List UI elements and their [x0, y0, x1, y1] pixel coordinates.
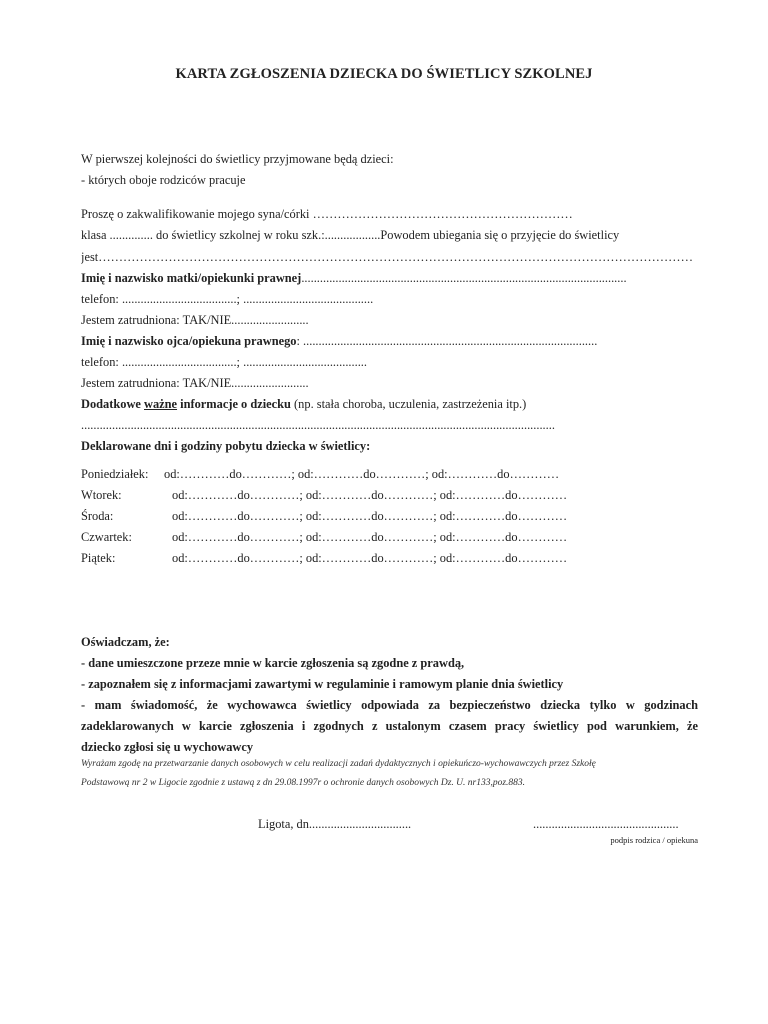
- declaration-item-3-line-2: zadeklarowanych w karcie zgłoszenia i zgodnych z ustalonym czasem pracy świetlicy pod warunkiem, że: [81, 719, 698, 733]
- request-line: Proszę o zakwalifikowanie mojego syna/córki ………………………………………………………: [81, 207, 573, 221]
- data-consent-line-2: Podstawową nr 2 w Ligocie zgodnie z ustawą z dn 29.08.1997r o ochronie danych osobowych Dz. U. nr133,poz.883.: [81, 778, 526, 788]
- time-slots: od:…………do…………; od:…………do…………; od:…………do…………: [172, 488, 568, 502]
- mother-name-field: [81, 270, 698, 286]
- class-line: klasa .............. do świetlicy szkolnej w roku szk.:..................Powodem ubiegania się o przyjęcie do świetlicy: [81, 228, 620, 242]
- extra-info-note: (np. stała choroba, uczulenia, zastrzeżenia itp.): [290, 397, 527, 411]
- phone-field-2: telefon: .....................................; ........................................: [81, 355, 368, 369]
- time-slots: od:…………do…………; od:…………do…………; od:…………do…………: [172, 509, 568, 523]
- extra-info-field: [81, 396, 698, 412]
- place-date-field: Ligota, dn.................................: [258, 817, 412, 831]
- declaration-item-2: - zapoznałem się z informacjami zawartymi w regulaminie i ramowym planie dnia świetlicy: [81, 677, 564, 691]
- document-title: KARTA ZGŁOSZENIA DZIECKA DO ŚWIETLICY SZKOLNEJ: [175, 66, 593, 82]
- mother-name-label: Imię i nazwisko matki/opiekunki prawnej: [81, 271, 302, 285]
- extra-info-dots: .........................................................................................................................................................: [81, 418, 555, 432]
- time-slots: od:…………do…………; od:…………do…………; od:…………do…………: [172, 530, 568, 544]
- data-consent-line-1: Wyrażam zgodę na przetwarzanie danych osobowych w celu realizacji zadań dydaktycznych i opiekuńczo-wychowawczych przez Szkołę: [81, 759, 596, 769]
- intro-line-1: W pierwszej kolejności do świetlicy przyjmowane będą dzieci:: [81, 152, 394, 166]
- father-name-field: [81, 333, 698, 349]
- employment-field-1: Jestem zatrudniona: TAK/NIE.........................: [81, 313, 309, 327]
- day-label: Piątek:: [81, 551, 116, 565]
- mother-name-dots: .........................................................................................................: [301, 271, 627, 285]
- days-heading: Deklarowane dni i godziny pobytu dziecka w świetlicy:: [81, 439, 371, 453]
- reason-line: jest………………………………………………………………………………………………………………………………: [81, 250, 693, 264]
- time-slots: od:…………do…………; od:…………do…………; od:…………do…………: [164, 467, 560, 481]
- employment-field-2: Jestem zatrudniona: TAK/NIE.........................: [81, 376, 309, 390]
- day-label: Wtorek:: [81, 488, 122, 502]
- father-name-dots: : ...............................................................................................: [296, 334, 598, 348]
- intro-line-2: - których oboje rodziców pracuje: [81, 173, 246, 187]
- time-slots: od:…………do…………; od:…………do…………; od:…………do…………: [172, 551, 568, 565]
- father-name-label: Imię i nazwisko ojca/opiekuna prawnego: [81, 334, 297, 348]
- day-label: Środa:: [81, 509, 114, 523]
- declaration-heading: Oświadczam, że:: [81, 635, 170, 649]
- day-label: Poniedziałek:: [81, 467, 149, 481]
- declaration-item-3-line-3: dziecko zgłosi się u wychowawcy: [81, 740, 254, 754]
- extra-info-label: Dodatkowe ważne informacje o dziecku: [81, 397, 291, 411]
- day-label: Czwartek:: [81, 530, 132, 544]
- declaration-item-3-line-1: - mam świadomość, że wychowawca świetlicy odpowiada za bezpieczeństwo dziecka tylko w godzinach: [81, 698, 698, 712]
- declaration-item-1: - dane umieszczone przeze mnie w karcie zgłoszenia są zgodne z prawdą,: [81, 656, 465, 670]
- signature-line: ...............................................: [533, 817, 679, 831]
- signature-caption: podpis rodzica / opiekuna: [610, 835, 698, 845]
- phone-field-1: telefon: .....................................; ..........................................: [81, 292, 374, 306]
